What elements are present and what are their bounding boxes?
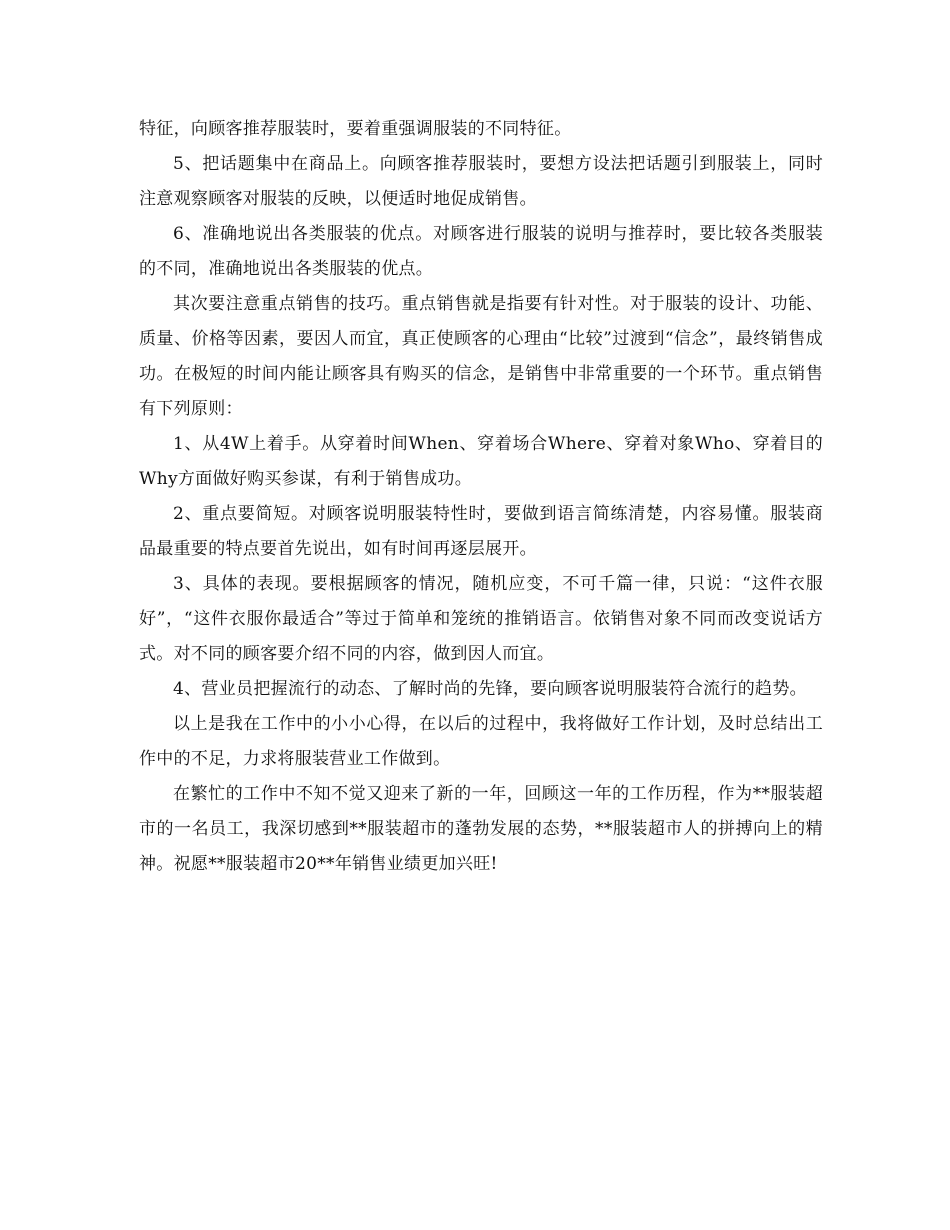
paragraph-rule-2: 2、重点要简短。对顾客说明服装特性时，要做到语言简练清楚，内容易懂。服装商品最重要的特点要首先说出，如有时间再逐层展开。 (139, 504, 823, 559)
paragraph-point-5: 5、把话题集中在商品上。向顾客推荐服装时，要想方设法把话题引到服装上，同时注意观察顾客对服装的反映，以便适时地促成销售。 (139, 154, 823, 209)
paragraph-rule-4: 4、营业员把握流行的动态、了解时尚的先锋，要向顾客说明服装符合流行的趋势。 (173, 679, 807, 699)
paragraph-key-sales-intro: 其次要注意重点销售的技巧。重点销售就是指要有针对性。对于服装的设计、功能、质量、价格等因素，要因人而宜，真正使顾客的心理由“比较”过渡到“信念”，最终销售成功。在极短的时间内能让顾客具有购买的信念，是销售中非常重要的一个环节。重点销售有下列原则： (139, 294, 823, 419)
paragraph-continuation: 特征，向顾客推荐服装时，要着重强调服装的不同特征。 (139, 119, 572, 139)
paragraph-rule-1: 1、从4W上着手。从穿着时间When、穿着场合Where、穿着对象Who、穿着目的Why方面做好购买参谋，有利于销售成功。 (139, 434, 823, 489)
paragraph-summary: 以上是我在工作中的小小心得，在以后的过程中，我将做好工作计划，及时总结出工作中的不足，力求将服装营业工作做到。 (139, 714, 823, 769)
paragraph-closing: 在繁忙的工作中不知不觉又迎来了新的一年，回顾这一年的工作历程，作为**服装超市的一名员工，我深切感到**服装超市的蓬勃发展的态势，**服装超市人的拼搏向上的精神。祝愿**服装超市20**年销售业绩更加兴旺! (139, 784, 823, 874)
document-body (139, 112, 823, 882)
paragraph-rule-3: 3、具体的表现。要根据顾客的情况，随机应变，不可千篇一律，只说：“这件衣服好”，“这件衣服你最适合”等过于简单和笼统的推销语言。依销售对象不同而改变说话方式。对不同的顾客要介绍不同的内容，做到因人而宜。 (139, 574, 823, 664)
paragraph-point-6: 6、准确地说出各类服装的优点。对顾客进行服装的说明与推荐时，要比较各类服装的不同，准确地说出各类服装的优点。 (139, 224, 823, 279)
